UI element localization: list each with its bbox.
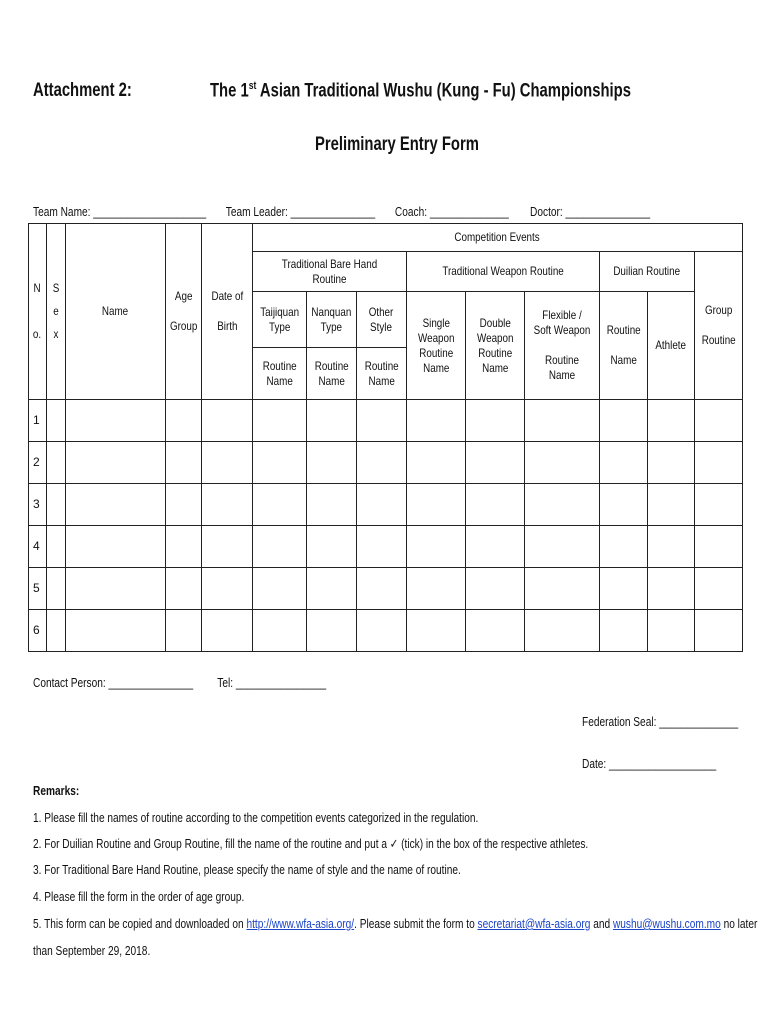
row-number: 1 xyxy=(29,400,47,442)
entry-cell[interactable] xyxy=(407,568,466,610)
entry-cell[interactable] xyxy=(253,568,307,610)
team-name-field[interactable]: Team Name: ____________________ xyxy=(33,204,207,219)
federation-seal-field[interactable]: Federation Seal: ______________ xyxy=(582,714,739,729)
sex-header: S e x xyxy=(47,224,66,400)
contact-row xyxy=(33,675,326,690)
entry-cell[interactable] xyxy=(466,526,525,568)
table-row xyxy=(29,568,743,610)
page-subtitle: Preliminary Entry Form xyxy=(315,134,479,155)
entry-cell[interactable] xyxy=(307,526,357,568)
remark-4: 4. Please fill the form in the order of age group. xyxy=(33,889,245,904)
entry-cell[interactable] xyxy=(166,610,202,652)
entry-cell[interactable] xyxy=(307,568,357,610)
team-leader-field[interactable]: Team Leader: _______________ xyxy=(225,204,376,219)
entry-cell[interactable] xyxy=(695,568,743,610)
entry-cell[interactable] xyxy=(407,526,466,568)
entry-cell[interactable] xyxy=(695,526,743,568)
name-header: Name xyxy=(66,224,166,400)
entry-cell[interactable] xyxy=(47,610,66,652)
doctor-field[interactable]: Doctor: _______________ xyxy=(530,204,651,219)
entry-cell[interactable] xyxy=(407,610,466,652)
page-title: The 1st Asian Traditional Wushu (Kung - Fu) Championships xyxy=(210,80,631,102)
taijiquan-routine-name-header: Routine Name xyxy=(253,348,307,400)
table-row xyxy=(29,400,743,442)
entry-cell[interactable] xyxy=(66,526,166,568)
title-superscript: st xyxy=(248,80,257,92)
entry-cell[interactable] xyxy=(202,526,253,568)
age-group-header: Age Group xyxy=(166,224,202,400)
secretariat-email-link[interactable]: secretariat@wfa-asia.org xyxy=(477,916,591,931)
entry-cell[interactable] xyxy=(47,400,66,442)
entry-rows xyxy=(29,400,743,652)
entry-cell[interactable] xyxy=(202,400,253,442)
nanquan-header: Nanquan Type xyxy=(307,292,357,348)
entry-cell[interactable] xyxy=(357,400,407,442)
entry-cell[interactable] xyxy=(357,526,407,568)
entry-cell[interactable] xyxy=(695,610,743,652)
entry-cell[interactable] xyxy=(600,610,648,652)
taijiquan-header: Taijiquan Type xyxy=(253,292,307,348)
entry-cell[interactable] xyxy=(600,484,648,526)
entry-cell[interactable] xyxy=(253,442,307,484)
group-routine-header: Group Routine xyxy=(695,252,743,400)
entry-cell[interactable] xyxy=(407,484,466,526)
entry-cell[interactable] xyxy=(648,400,695,442)
entry-cell[interactable] xyxy=(166,526,202,568)
no-header: N o. xyxy=(29,224,47,400)
entry-cell[interactable] xyxy=(253,526,307,568)
row-number: 3 xyxy=(29,484,47,526)
entry-cell[interactable] xyxy=(253,400,307,442)
entry-cell[interactable] xyxy=(202,610,253,652)
entry-cell[interactable] xyxy=(648,568,695,610)
entry-cell[interactable] xyxy=(407,442,466,484)
entry-cell[interactable] xyxy=(600,442,648,484)
wushu-email-link[interactable]: wushu@wushu.com.mo xyxy=(612,916,721,931)
entry-table xyxy=(28,223,743,652)
bare-hand-header: Traditional Bare Hand Routine xyxy=(253,252,407,292)
entry-cell[interactable] xyxy=(648,442,695,484)
entry-cell[interactable] xyxy=(466,442,525,484)
entry-cell[interactable] xyxy=(466,568,525,610)
entry-cell[interactable] xyxy=(648,526,695,568)
entry-cell[interactable] xyxy=(600,400,648,442)
row-number: 6 xyxy=(29,610,47,652)
entry-cell[interactable] xyxy=(648,610,695,652)
entry-cell[interactable] xyxy=(525,568,600,610)
entry-cell[interactable] xyxy=(600,526,648,568)
remark-3: 3. For Traditional Bare Hand Routine, please specify the name of style and the name of routine. xyxy=(33,862,461,877)
duilian-athlete-header: Athlete xyxy=(648,292,695,400)
entry-cell[interactable] xyxy=(66,568,166,610)
entry-cell[interactable] xyxy=(695,400,743,442)
entry-cell[interactable] xyxy=(466,484,525,526)
entry-cell[interactable] xyxy=(648,484,695,526)
entry-cell[interactable] xyxy=(47,484,66,526)
entry-cell[interactable] xyxy=(307,442,357,484)
entry-cell[interactable] xyxy=(253,610,307,652)
entry-cell[interactable] xyxy=(357,484,407,526)
entry-cell[interactable] xyxy=(307,484,357,526)
entry-cell[interactable] xyxy=(600,568,648,610)
weapon-header: Traditional Weapon Routine xyxy=(407,252,600,292)
remark-1: 1. Please fill the names of routine according to the competition events categorized in the regulation. xyxy=(33,810,479,825)
row-number: 2 xyxy=(29,442,47,484)
entry-cell[interactable] xyxy=(407,400,466,442)
entry-cell[interactable] xyxy=(466,610,525,652)
competition-events-header: Competition Events xyxy=(253,224,743,252)
entry-cell[interactable] xyxy=(466,400,525,442)
entry-cell[interactable] xyxy=(695,484,743,526)
remark-2: 2. For Duilian Routine and Group Routine, fill the name of the routine and put a ✓ (tick) in the box of the respective athletes. xyxy=(33,836,589,851)
entry-cell[interactable] xyxy=(47,526,66,568)
duilian-routine-name-header: Routine Name xyxy=(600,292,648,400)
remarks-title: Remarks: xyxy=(33,783,80,798)
double-weapon-header: Double Weapon Routine Name xyxy=(466,292,525,400)
entry-cell[interactable] xyxy=(166,568,202,610)
entry-cell[interactable] xyxy=(357,442,407,484)
table-row xyxy=(29,484,743,526)
entry-cell[interactable] xyxy=(166,484,202,526)
entry-cell[interactable] xyxy=(202,484,253,526)
entry-cell[interactable] xyxy=(525,610,600,652)
entry-cell[interactable] xyxy=(525,400,600,442)
nanquan-routine-name-header: Routine Name xyxy=(307,348,357,400)
attachment-label: Attachment 2: xyxy=(33,80,132,101)
contact-person-field[interactable]: Contact Person: _______________ xyxy=(33,675,194,690)
entry-cell[interactable] xyxy=(357,568,407,610)
tel-field[interactable]: Tel: ________________ xyxy=(217,675,327,690)
entry-cell[interactable] xyxy=(307,400,357,442)
entry-cell[interactable] xyxy=(525,442,600,484)
other-style-header: Other Style xyxy=(357,292,407,348)
entry-cell[interactable] xyxy=(202,442,253,484)
entry-cell[interactable] xyxy=(357,610,407,652)
wfa-website-link[interactable]: http://www.wfa-asia.org/ xyxy=(246,916,355,931)
entry-cell[interactable] xyxy=(166,400,202,442)
entry-cell[interactable] xyxy=(166,442,202,484)
row-number: 4 xyxy=(29,526,47,568)
row-number: 5 xyxy=(29,568,47,610)
team-info-row xyxy=(33,204,650,219)
flexible-weapon-header: Flexible / Soft Weapon Routine Name xyxy=(525,292,600,400)
entry-cell[interactable] xyxy=(202,568,253,610)
entry-cell[interactable] xyxy=(307,610,357,652)
duilian-header: Duilian Routine xyxy=(600,252,695,292)
entry-cell[interactable] xyxy=(47,442,66,484)
coach-field[interactable]: Coach: ______________ xyxy=(394,204,509,219)
date-of-birth-header: Date of Birth xyxy=(202,224,253,400)
remark-5: 5. This form can be copied and downloaded on http://www.wfa-asia.org/. Please submit the form to secretariat@wfa-asia.org and wushu@wushu.com.mo no later xyxy=(33,916,758,931)
entry-cell[interactable] xyxy=(525,484,600,526)
entry-cell[interactable] xyxy=(253,484,307,526)
entry-cell[interactable] xyxy=(47,568,66,610)
entry-cell[interactable] xyxy=(66,400,166,442)
table-row xyxy=(29,442,743,484)
entry-cell[interactable] xyxy=(66,442,166,484)
other-routine-name-header: Routine Name xyxy=(357,348,407,400)
entry-cell[interactable] xyxy=(525,526,600,568)
date-field[interactable]: Date: ___________________ xyxy=(582,756,717,771)
entry-cell[interactable] xyxy=(695,442,743,484)
single-weapon-header: Single Weapon Routine Name xyxy=(407,292,466,400)
table-row xyxy=(29,610,743,652)
entry-cell[interactable] xyxy=(66,484,166,526)
remark-5-line-2: than September 29, 2018. xyxy=(33,943,151,958)
entry-cell[interactable] xyxy=(66,610,166,652)
table-row xyxy=(29,526,743,568)
